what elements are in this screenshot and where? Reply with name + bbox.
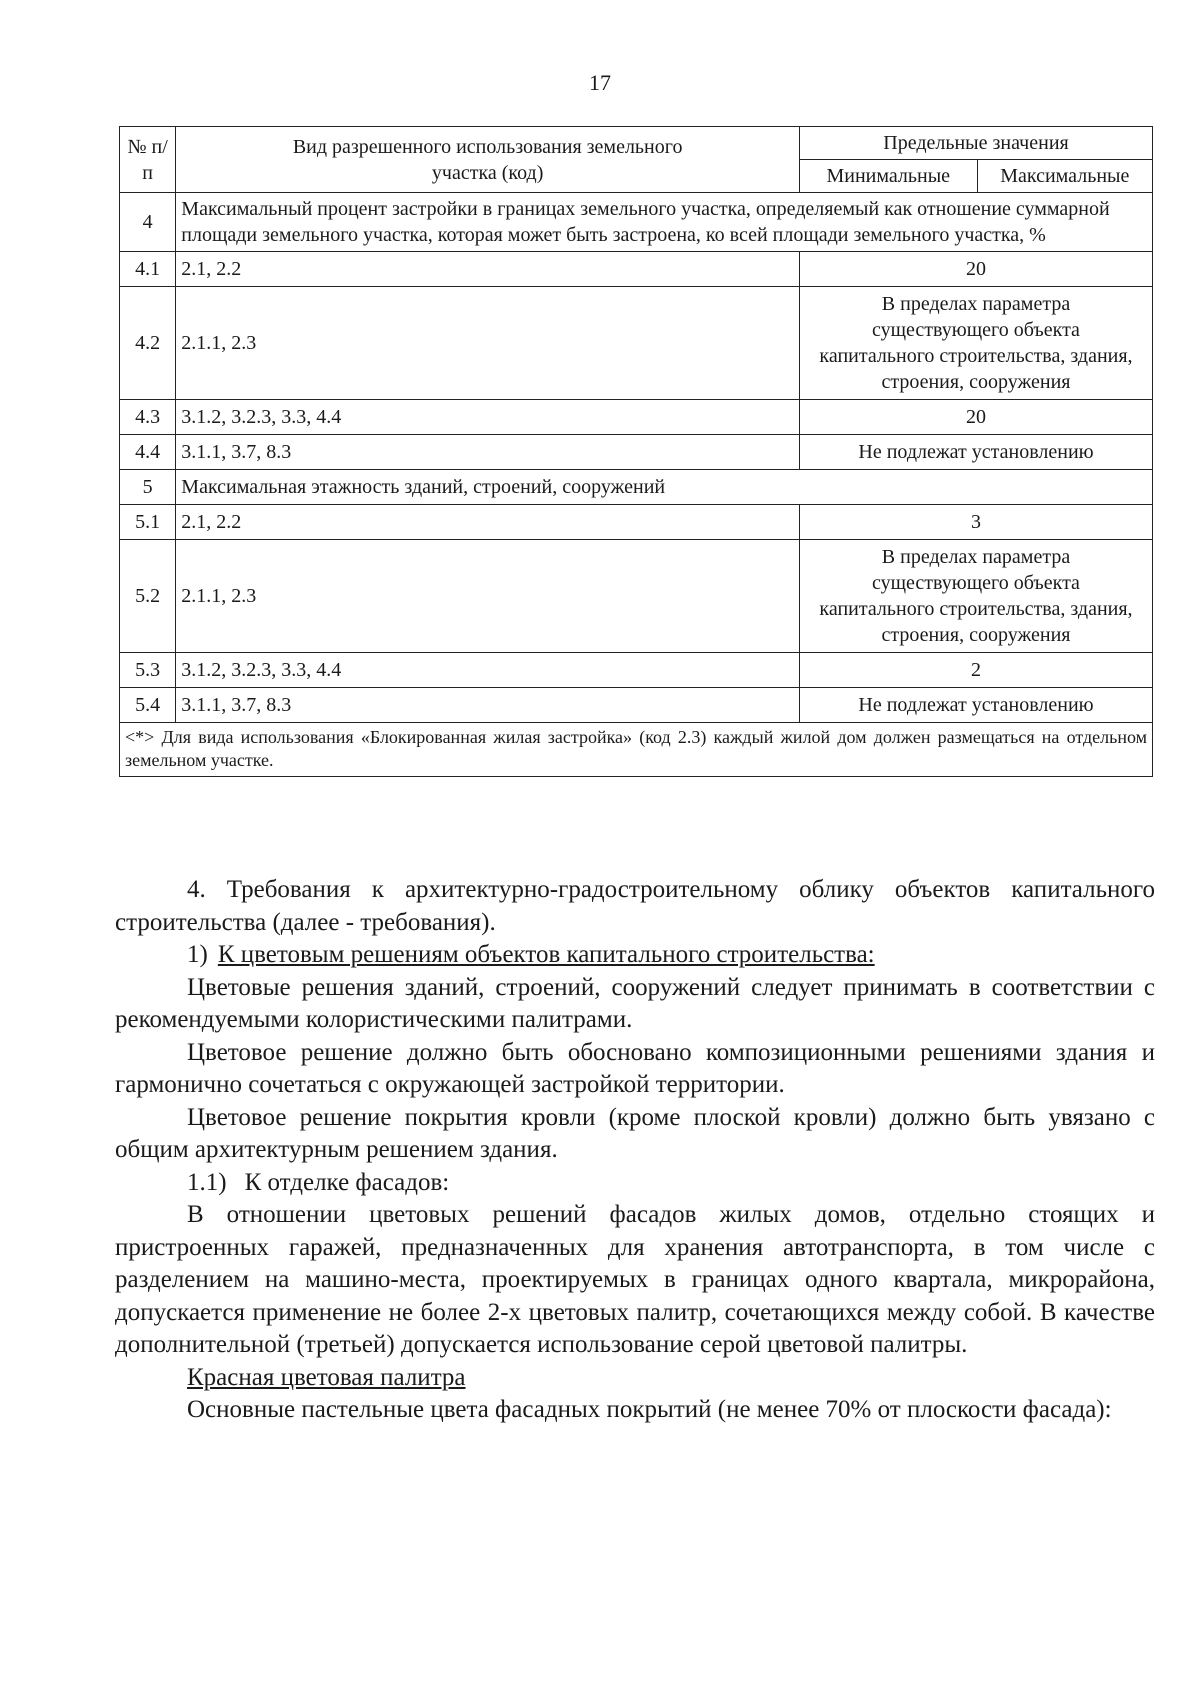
row-value: В пределах параметра существующего объекта капитального строительства, здания, строения, сооружения <box>799 287 1152 400</box>
palette-heading: Красная цветовая палитра <box>187 1363 466 1391</box>
section-num: 5 <box>120 470 176 505</box>
section-row <box>120 193 1153 252</box>
table-header-row <box>120 127 1153 160</box>
table-row <box>120 688 1153 723</box>
paragraph: В отношении цветовых решений фасадов жилых домов, отдельно стоящих и пристроенных гаражей, предназначенных для хранения автотранспорта, в том числе с разделением на машино-места, проектируемых в границах одного квартала, микрорайона, допускается применение не более 2-х цветовых палитр, сочетающихся между собой. В качестве дополнительной (третьей) допускается использование серой цветовой палитры. <box>115 1201 1155 1358</box>
header-num: № п/п <box>120 127 176 193</box>
table-row <box>120 540 1153 653</box>
paragraph: Основные пастельные цвета фасадных покрытий (не менее 70% от плоскости фасада): <box>187 1396 1112 1423</box>
item-label: 1.1) <box>187 1168 227 1196</box>
row-codes: 3.1.1, 3.7, 8.3 <box>176 688 800 723</box>
paragraph: Цветовое решение покрытия кровли (кроме плоской кровли) должно быть увязано с общим архитектурным решением здания. <box>115 1103 1155 1163</box>
page-number: 17 <box>589 70 611 95</box>
row-num: 4.4 <box>120 435 176 470</box>
row-codes: 3.1.1, 3.7, 8.3 <box>176 435 800 470</box>
footnote-row <box>120 723 1153 777</box>
table-row <box>120 505 1153 540</box>
paragraph-requirements: 4. Требования к архитектурно-градостроительному облику объектов капитального строительства (далее - требования). <box>115 876 1155 936</box>
row-num: 5.2 <box>120 540 176 653</box>
header-min: Минимальные <box>799 160 977 193</box>
row-num: 5.3 <box>120 653 176 688</box>
section-num: 4 <box>120 193 176 252</box>
item-text: К цветовым решениям объектов капитального строительства: <box>217 941 875 968</box>
item-label: 1) <box>187 941 208 968</box>
limits-table <box>119 126 1153 777</box>
row-num: 4.1 <box>120 252 176 287</box>
row-codes: 2.1, 2.2 <box>176 252 800 287</box>
section-title: Максимальная этажность зданий, строений, сооружений <box>176 470 1153 505</box>
section-title: Максимальный процент застройки в границах земельного участка, определяемый как отношение суммарной площади земельного участка, которая может быть застроена, ко всей площади земельного участка, % <box>176 193 1153 252</box>
item-text: К отделке фасадов: <box>244 1168 450 1196</box>
body-text <box>115 874 1155 1427</box>
row-value: Не подлежат установлению <box>799 688 1152 723</box>
header-limits: Предельные значения <box>799 127 1152 160</box>
row-num: 5.1 <box>120 505 176 540</box>
row-value: 20 <box>799 252 1152 287</box>
paragraph: Цветовые решения зданий, строений, сооружений следует принимать в соответствии с рекомендуемыми колористическими палитрами. <box>115 973 1155 1033</box>
table-row <box>120 252 1153 287</box>
row-value: 2 <box>799 653 1152 688</box>
paragraph-color-heading <box>115 939 1155 972</box>
section-row <box>120 470 1153 505</box>
paragraph: Цветовое решение должно быть обосновано композиционными решениями здания и гармонично сочетаться с окружающей застройкой территории. <box>115 1038 1155 1098</box>
row-num: 5.4 <box>120 688 176 723</box>
header-type: Вид разрешенного использования земельного участка (код) <box>176 127 800 193</box>
row-codes: 2.1.1, 2.3 <box>176 540 800 653</box>
row-value: 3 <box>799 505 1152 540</box>
row-num: 4.3 <box>120 400 176 435</box>
table-row <box>120 287 1153 400</box>
row-codes: 2.1, 2.2 <box>176 505 800 540</box>
row-value: 20 <box>799 400 1152 435</box>
table-row <box>120 435 1153 470</box>
row-num: 4.2 <box>120 287 176 400</box>
row-codes: 3.1.2, 3.2.3, 3.3, 4.4 <box>176 400 800 435</box>
row-codes: 2.1.1, 2.3 <box>176 287 800 400</box>
table-footnote: <*> Для вида использования «Блокированная жилая застройка» (код 2.3) каждый жилой дом должен размещаться на отдельном земельном участке. <box>120 723 1153 777</box>
paragraph-facade-heading <box>115 1167 1155 1200</box>
row-value: Не подлежат установлению <box>799 435 1152 470</box>
table-row <box>120 653 1153 688</box>
row-value: В пределах параметра существующего объекта капитального строительства, здания, строения, сооружения <box>799 540 1152 653</box>
header-max: Максимальные <box>977 160 1152 193</box>
table-row <box>120 400 1153 435</box>
row-codes: 3.1.2, 3.2.3, 3.3, 4.4 <box>176 653 800 688</box>
